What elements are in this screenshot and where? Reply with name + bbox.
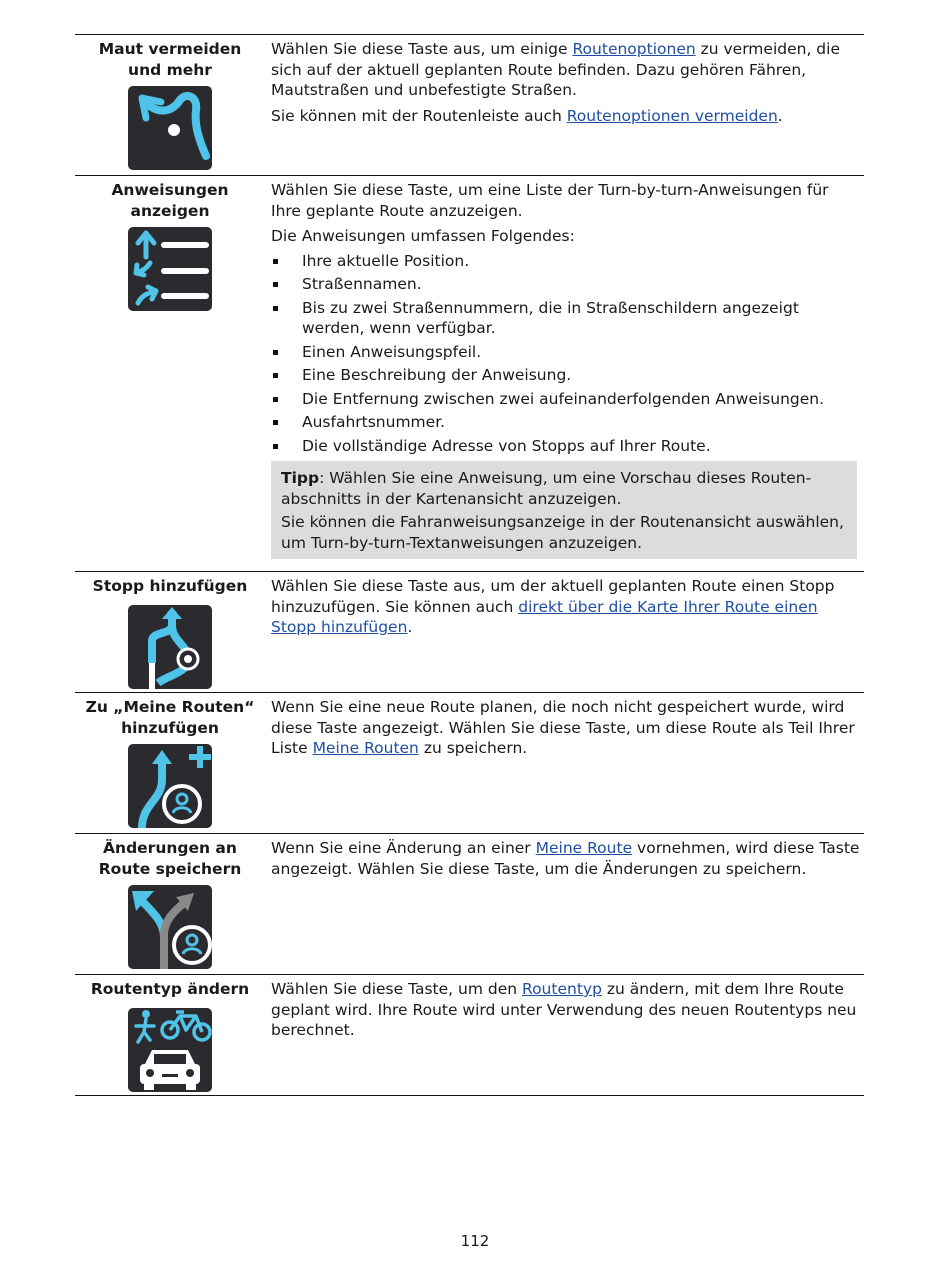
row-label: Anweisungen anzeigen: [111, 181, 229, 220]
table-row: [75, 571, 864, 692]
table-row: [75, 974, 864, 1096]
list-item: Eine Beschreibung der Anweisung.: [271, 365, 861, 386]
row-label: Maut vermeiden und mehr: [98, 40, 242, 79]
directions-list-icon: [128, 227, 212, 311]
row-description: Die Anweisungen umfassen Folgendes:: [271, 227, 575, 245]
directions-content-list: [271, 251, 861, 457]
meine-routen-link[interactable]: Meine Routen: [312, 739, 419, 757]
list-item: Bis zu zwei Straßennummern, die in Straßenschildern angezeigt werden, wenn verfügbar.: [271, 298, 861, 339]
row-label: Änderungen an Route speichern: [98, 839, 242, 878]
table-row: [75, 692, 864, 833]
list-item: Straßennamen.: [271, 274, 861, 295]
row-description: Wenn Sie eine neue Route planen, die noch nicht gespeichert wurde, wird diese Taste angezeigt. Wählen Sie diese Taste, um diese Route als Teil Ihrer Liste Meine Routen zu speichern.: [271, 698, 855, 757]
row-description: Wählen Sie diese Taste aus, um einige Routenoptionen zu vermeiden, die sich auf der aktuell geplanten Route befinden. Dazu gehören Fähren, Mautstraßen und unbefestigte Straßen.: [271, 40, 840, 99]
table-row: [75, 833, 864, 974]
list-item: Ihre aktuelle Position.: [271, 251, 861, 272]
row-description: Wählen Sie diese Taste, um eine Liste der Turn-by-turn-Anweisungen für Ihre geplante Route anzuzeigen.: [271, 181, 829, 220]
table-row: [75, 34, 864, 175]
row-description: Sie können mit der Routenleiste auch Routenoptionen vermeiden.: [271, 106, 783, 125]
routentyp-link[interactable]: Routentyp: [522, 980, 602, 998]
table-row: [75, 175, 864, 571]
tip-box: [271, 461, 857, 559]
add-to-my-routes-icon: [128, 744, 212, 828]
save-route-changes-icon: [128, 885, 212, 969]
avoid-route-icon: [128, 86, 212, 170]
tip-text-2: Sie können die Fahranweisungsanzeige in der Routenansicht auswählen, um Turn-by-turn-Textanweisungen anzuzeigen.: [281, 513, 844, 552]
list-item: Die vollständige Adresse von Stopps auf Ihrer Route.: [271, 436, 861, 457]
row-description: Wählen Sie diese Taste aus, um der aktuell geplanten Route einen Stopp hinzuzufügen. Sie können auch direkt über die Karte Ihrer Route einen Stopp hinzufügen.: [271, 577, 835, 636]
tip-text: : Wählen Sie eine Anweisung, um eine Vorschau dieses Routen-abschnitts in der Kartenansicht anzuzeigen.: [281, 469, 812, 508]
row-label: Routentyp ändern: [90, 980, 250, 998]
list-item: Einen Anweisungspfeil.: [271, 342, 861, 363]
tip-label: Tipp: [281, 469, 320, 487]
page-number: 112: [460, 1232, 490, 1250]
route-type-icon: [128, 1008, 212, 1092]
add-stop-map-link[interactable]: direkt über die Karte Ihrer Route einen Stopp hinzufügen: [271, 597, 818, 636]
row-description: Wenn Sie eine Änderung an einer Meine Route vornehmen, wird diese Taste angezeigt. Wählen Sie diese Taste, um die Änderungen zu speichern.: [271, 839, 860, 878]
routenoptionen-vermeiden-link[interactable]: Routenoptionen vermeiden: [566, 106, 778, 125]
meine-route-link[interactable]: Meine Route: [535, 839, 633, 857]
row-label: Stopp hinzufügen: [92, 577, 248, 595]
list-item: Ausfahrtsnummer.: [271, 412, 861, 433]
routenoptionen-link[interactable]: Routenoptionen: [572, 40, 696, 58]
row-label: Zu „Meine Routen“ hinzufügen: [85, 698, 255, 737]
list-item: Die Entfernung zwischen zwei aufeinanderfolgenden Anweisungen.: [271, 389, 861, 410]
feature-table: [75, 34, 864, 1096]
row-description: Wählen Sie diese Taste, um den Routentyp zu ändern, mit dem Ihre Route geplant wird. Ihre Route wird unter Verwendung des neuen Routentyps neu berechnet.: [271, 980, 857, 1039]
add-stop-icon: [128, 605, 212, 689]
